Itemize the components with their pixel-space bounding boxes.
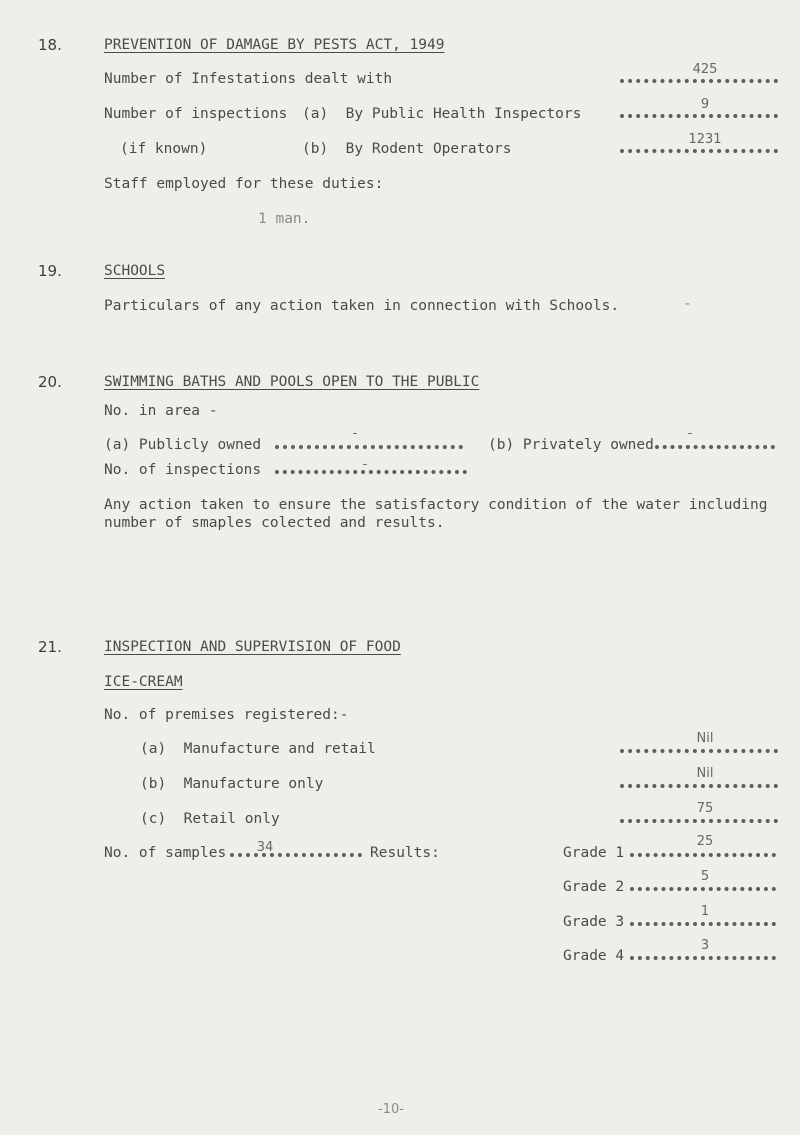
inspections-a-value: 9 (700, 97, 710, 112)
schools-text: Particulars of any action taken in connection with Schools. (104, 298, 620, 314)
schools-dash: - (683, 296, 692, 312)
dot-leader (620, 149, 778, 153)
dot-leader (630, 853, 776, 857)
pools-inspections-value: - (362, 457, 368, 472)
section-19-heading: SCHOOLS (104, 263, 166, 279)
staff-value: 1 man. (258, 211, 311, 227)
ice-cream-subheading: ICE-CREAM (104, 674, 183, 690)
pools-action-line-1: Any action taken to ensure the satisfactory condition of the water including (104, 497, 768, 513)
grade-2-value: 5 (700, 869, 710, 884)
pools-public-value: - (352, 426, 358, 441)
grade-1-value: 25 (696, 834, 714, 849)
inspections-b-value: 1231 (688, 132, 722, 147)
premises-label: No. of premises registered:- (104, 707, 349, 723)
pools-private-label: (b) Privately owned (488, 437, 654, 453)
grade-4-label: Grade 4 (563, 948, 625, 964)
section-19-number: 19. (38, 262, 62, 280)
inspections-label: Number of inspections (104, 106, 288, 122)
pools-private-value: - (687, 426, 693, 441)
section-21-number: 21. (38, 638, 62, 656)
dot-leader (620, 819, 778, 823)
premises-a-label: (a) Manufacture and retail (140, 741, 376, 757)
inspections-b-label: (b) By Rodent Operators (302, 141, 512, 157)
grade-1-label: Grade 1 (563, 845, 625, 861)
staff-label: Staff employed for these duties: (104, 176, 384, 192)
section-20-heading: SWIMMING BATHS AND POOLS OPEN TO THE PUBLIC (104, 374, 480, 390)
infestations-label: Number of Infestations dealt with (104, 71, 393, 87)
premises-b-value: Nil (696, 766, 714, 781)
dot-leader (630, 956, 776, 960)
grade-3-value: 1 (700, 904, 710, 919)
pools-inspections-label: No. of inspections (104, 462, 262, 478)
samples-value: 34 (256, 840, 274, 855)
grade-3-label: Grade 3 (563, 914, 625, 930)
dot-leader (630, 922, 776, 926)
grade-4-value: 3 (700, 938, 710, 953)
premises-b-label: (b) Manufacture only (140, 776, 324, 792)
section-18-heading: PREVENTION OF DAMAGE BY PESTS ACT, 1949 (104, 37, 445, 53)
premises-a-value: Nil (696, 731, 714, 746)
dot-leader (620, 79, 778, 83)
pools-public-label: (a) Publicly owned (104, 437, 262, 453)
section-18-number: 18. (38, 36, 62, 54)
dot-leader (630, 887, 776, 891)
premises-c-value: 75 (696, 801, 714, 816)
section-21-heading: INSPECTION AND SUPERVISION OF FOOD (104, 639, 401, 655)
dot-leader (620, 749, 778, 753)
inspections-a-label: (a) By Public Health Inspectors (302, 106, 582, 122)
section-20-number: 20. (38, 373, 62, 391)
infestations-value: 425 (692, 62, 718, 77)
if-known-label: (if known) (120, 141, 208, 157)
pools-action-line-2: number of smaples colected and results. (104, 515, 445, 531)
dot-leader (620, 114, 778, 118)
grade-2-label: Grade 2 (563, 879, 625, 895)
dot-leader (655, 445, 775, 449)
page-number: -10- (378, 1102, 404, 1117)
results-label: Results: (370, 845, 440, 861)
dot-leader (620, 784, 778, 788)
pools-in-area-label: No. in area - (104, 403, 218, 419)
dot-leader (275, 445, 463, 449)
premises-c-label: (c) Retail only (140, 811, 280, 827)
samples-label: No. of samples (104, 845, 227, 861)
